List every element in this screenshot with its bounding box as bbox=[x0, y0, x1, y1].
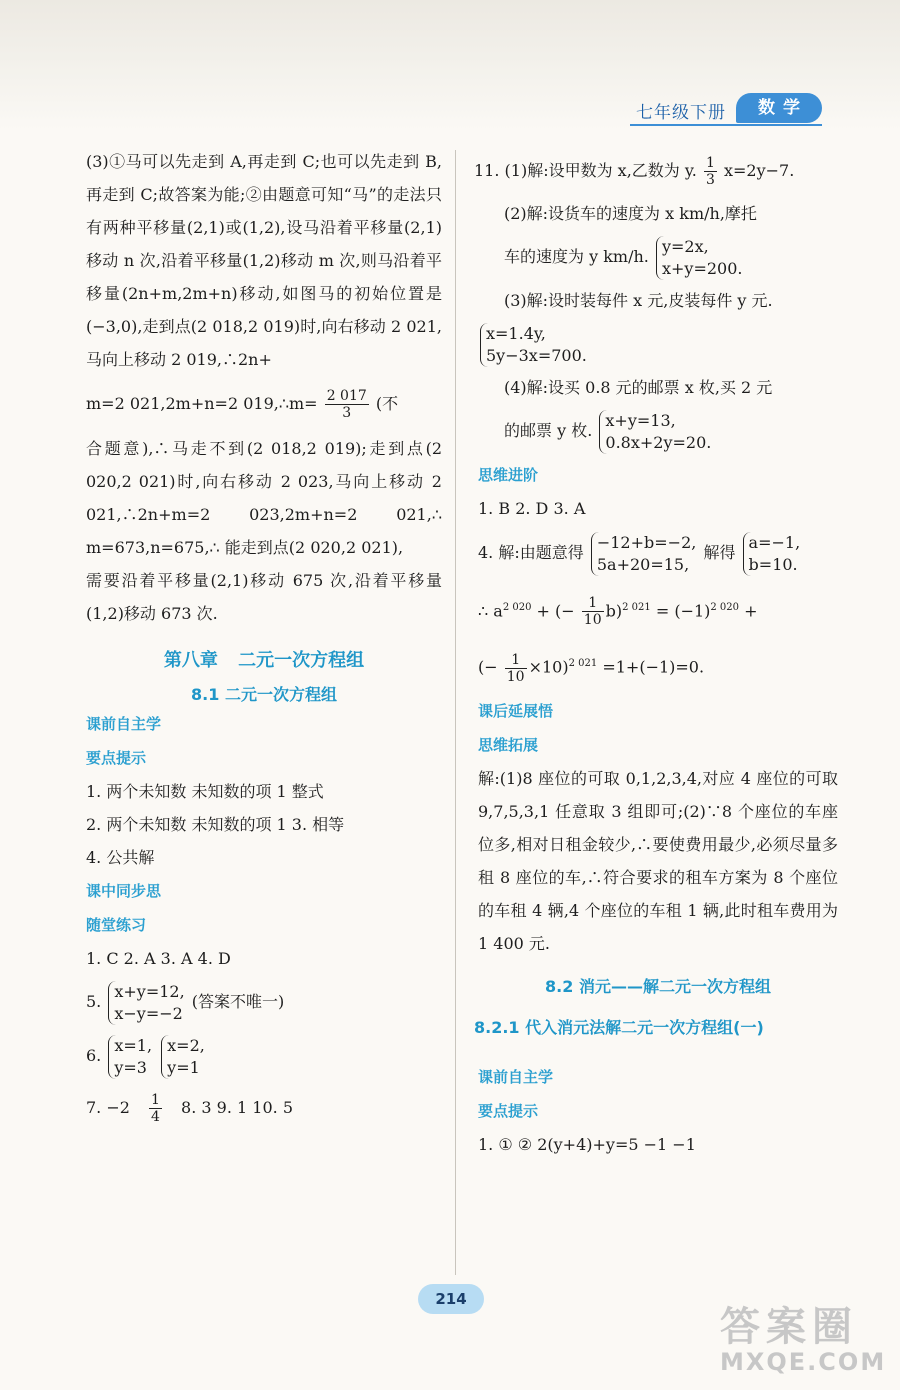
subheading: 思维拓展 bbox=[478, 735, 539, 754]
formula-1-b: b) bbox=[605, 601, 623, 621]
fraction-numerator: 1 bbox=[505, 652, 527, 669]
equation-row: 0.8x+2y=20. bbox=[605, 432, 712, 452]
formula-1-mid: + (− bbox=[536, 601, 575, 621]
fraction-numerator: 1 bbox=[582, 595, 604, 612]
question-11-pre: 11. (1)解:设甲数为 x,乙数为 y. bbox=[474, 161, 697, 180]
subheading: 思维进阶 bbox=[478, 466, 539, 484]
question-11-post: x=2y−7. bbox=[723, 161, 795, 180]
question-11-4-text: (4)解:设买 0.8 元的邮票 x 枚,买 2 元 bbox=[504, 378, 773, 397]
exercise-5 bbox=[86, 975, 442, 1029]
equation-row: y=3 bbox=[114, 1057, 147, 1077]
answer-3-conclusion: 需要沿着平移量(2,1)移动 675 次,沿着平移量(1,2)移动 673 次. bbox=[86, 571, 442, 623]
fraction bbox=[505, 652, 527, 685]
fraction bbox=[582, 595, 604, 628]
equation-system bbox=[591, 532, 697, 576]
column-divider bbox=[455, 150, 456, 1275]
right-column bbox=[474, 145, 838, 1161]
exercise-7-10 bbox=[86, 1083, 442, 1133]
fraction-numerator: 1 bbox=[705, 155, 715, 171]
equation-row: x=1, bbox=[114, 1035, 153, 1055]
formula-2-pre: (− bbox=[478, 657, 498, 677]
fraction bbox=[704, 155, 717, 188]
subheading: 课前自主学 bbox=[86, 715, 162, 733]
subsection-title: 8.2.1 代入消元法解二元一次方程组(一) bbox=[474, 1017, 764, 1037]
equation-system bbox=[161, 1035, 205, 1079]
question-11-4-label: 的邮票 y 枚. bbox=[504, 421, 593, 440]
advanced-4-pre: 4. 解:由题意得 bbox=[478, 543, 584, 562]
fraction-denominator: 4 bbox=[151, 1109, 160, 1125]
section-title: 8.1 二元一次方程组 bbox=[191, 685, 337, 704]
answer-3-fraction-line bbox=[86, 376, 442, 432]
fraction bbox=[325, 388, 369, 421]
formula-2-post: =1+(−1)=0. bbox=[602, 657, 705, 677]
equation-row: x=1.4y, bbox=[486, 323, 546, 343]
exercise-5-label: 5. bbox=[86, 992, 102, 1011]
exponent: 2 021 bbox=[622, 602, 651, 613]
subheading: 课后延展悟 bbox=[478, 701, 554, 720]
subheading: 课前自主学 bbox=[478, 1067, 554, 1086]
exponent: 2 020 bbox=[502, 602, 532, 613]
equation-row: x+y=12, bbox=[114, 981, 185, 1001]
question-11-3-text: (3)解:设时装每件 x 元,皮装每件 y 元. bbox=[504, 291, 773, 310]
question-11-2-text: (2)解:设货车的速度为 x km/h,摩托 bbox=[504, 204, 757, 223]
formula-1-pre: ∴ a bbox=[478, 601, 503, 621]
answer-3-fraction-post: (不 bbox=[375, 394, 399, 413]
key-point-1: 1. 两个未知数 未知数的项 1 整式 bbox=[86, 782, 324, 801]
subheading: 要点提示 bbox=[478, 1101, 539, 1120]
equation-system bbox=[599, 410, 711, 454]
question-11-2-system bbox=[478, 230, 838, 284]
formula-1-end: + bbox=[744, 601, 758, 621]
fraction-denominator: 10 bbox=[506, 668, 525, 685]
exponent: 2 021 bbox=[568, 658, 598, 670]
fraction-numerator: 2 017 bbox=[326, 388, 367, 404]
exercise-5-note: (答案不唯一) bbox=[191, 992, 285, 1011]
subheading: 随堂练习 bbox=[86, 916, 147, 934]
equation-row: x−y=−2 bbox=[114, 1003, 183, 1023]
equation-row: y=2x, bbox=[661, 236, 709, 256]
exercise-6-label: 6. bbox=[86, 1046, 102, 1065]
formula-1-post: = (−1) bbox=[655, 601, 711, 621]
key-point-2: 2. 两个未知数 未知数的项 1 3. 相等 bbox=[86, 815, 345, 834]
equation-row: b=10. bbox=[748, 554, 798, 574]
question-11-4-system bbox=[478, 404, 838, 458]
exercise-answers-1-4: 1. C 2. A 3. A 4. D bbox=[86, 949, 231, 968]
watermark-logo bbox=[720, 1295, 890, 1385]
equation-row: x+y=13, bbox=[605, 410, 676, 430]
formula-line-2 bbox=[478, 638, 838, 693]
subheading: 课中同步思 bbox=[86, 882, 162, 900]
fraction-numerator: 1 bbox=[151, 1092, 160, 1108]
equation-system bbox=[656, 236, 743, 280]
chapter-title: 第八章 二元一次方程组 bbox=[163, 650, 365, 671]
question-11-3-system bbox=[478, 317, 838, 371]
exercise-7-pre: 7. −2 bbox=[86, 1098, 130, 1117]
fraction-denominator: 3 bbox=[705, 172, 715, 188]
equation-row: 5y−3x=700. bbox=[486, 345, 587, 365]
extension-solution: 解:(1)8 座位的可取 0,1,2,3,4,对应 4 座位的可取 9,7,5,3,1 任意取 3 组即可;(2)∵8 个座位的车座位多,相对日租金较少,∴要使费用最少,必须尽量多租 8 座位的车,∴符合要求的租车方案为 8 个座位的车租 4 辆,4 个座位的车租 1 辆,此时租车费用为 1 400 元. bbox=[478, 768, 838, 953]
equation-system bbox=[743, 532, 801, 576]
equation-row: −12+b=−2, bbox=[596, 532, 697, 552]
answer-3-text: (3)①马可以先走到 A,再走到 C;也可以先走到 B,再走到 C;故答案为能;②由题意可知“马”的走法只有两种平移量(2,1)或(1,2),设马沿着平移量(2,1)移动 n 次,沿着平移量(1,2)移动 m 次,则马沿着平移量(2n+m,2m+n)移动,如图马的初始位置是(−3,0),走到点(2 018,2 019)时,向右移动 2 021,马向上移动 2 019,∴2n+ bbox=[86, 152, 442, 369]
fraction bbox=[149, 1092, 162, 1125]
equation-row: 5a+20=15, bbox=[596, 554, 690, 574]
advanced-4-mid: 解得 bbox=[703, 543, 736, 562]
equation-row: y=1 bbox=[167, 1057, 200, 1077]
equation-row: x=2, bbox=[167, 1035, 205, 1055]
watermark-url: MXQE.COM bbox=[720, 1348, 887, 1376]
header-grade: 七年级下册 bbox=[636, 103, 726, 123]
subheading: 要点提示 bbox=[86, 749, 147, 767]
equation-system bbox=[108, 981, 184, 1025]
equation-row: x+y=200. bbox=[661, 258, 743, 278]
fraction-denominator: 10 bbox=[583, 612, 602, 629]
exercise-6 bbox=[86, 1029, 442, 1083]
header-subject-badge: 数学 bbox=[736, 93, 822, 123]
key-point-1: 1. ① ② 2(y+4)+y=5 −1 −1 bbox=[478, 1134, 696, 1154]
exponent: 2 020 bbox=[710, 602, 740, 613]
equation-system bbox=[108, 1035, 152, 1079]
fraction-denominator: 3 bbox=[342, 405, 352, 421]
formula-2-mid: ×10) bbox=[528, 657, 569, 677]
left-column bbox=[86, 145, 442, 1133]
formula-line-1 bbox=[478, 581, 838, 638]
answer-3-continued: 合题意),∴马走不到(2 018,2 019);走到点(2 020,2 021)时,向右移动 2 023,马向上移动 2 021,∴2n+m=2 023,2m+n=2 021,∴ m=673,n=675,∴ 能走到点(2 020,2 021), bbox=[86, 439, 442, 557]
section-title: 8.2 消元——解二元一次方程组 bbox=[545, 976, 771, 996]
equation-row: a=−1, bbox=[748, 532, 801, 552]
equation-system bbox=[480, 323, 587, 367]
watermark-text: 答案圈 bbox=[720, 1304, 858, 1350]
advanced-answers-1-3: 1. B 2. D 3. A bbox=[478, 499, 586, 518]
answer-3-fraction-pre: m=2 021,2m+n=2 019,∴m= bbox=[86, 394, 318, 413]
key-point-3: 4. 公共解 bbox=[86, 848, 155, 867]
page-number: 214 bbox=[418, 1284, 484, 1314]
header-underline bbox=[630, 124, 822, 126]
advanced-answer-4 bbox=[478, 525, 838, 581]
question-11-2-label: 车的速度为 y km/h. bbox=[504, 247, 649, 266]
exercise-8-10: 8. 3 9. 1 10. 5 bbox=[181, 1098, 293, 1117]
question-11-1 bbox=[474, 145, 838, 197]
